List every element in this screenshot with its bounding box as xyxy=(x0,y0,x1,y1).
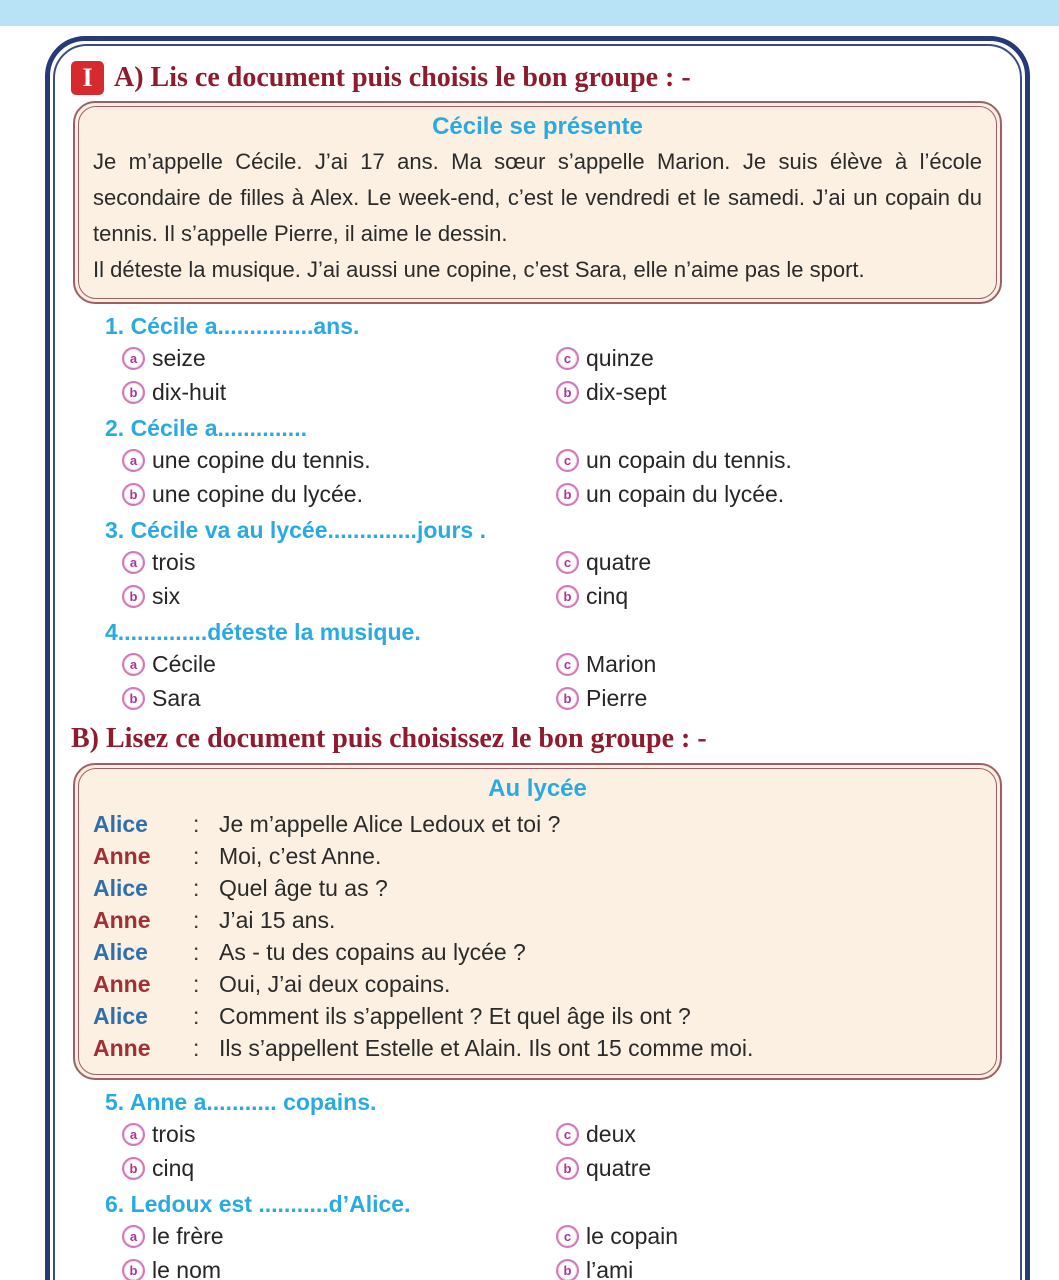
dialogue-line xyxy=(93,904,982,936)
option-letter-circle: a xyxy=(122,1123,145,1146)
top-blue-strip xyxy=(0,0,1059,26)
option-text: un copain du tennis. xyxy=(586,447,792,473)
question-4-label: 4..............déteste la musique. xyxy=(105,619,421,645)
option-c[interactable] xyxy=(556,342,1006,375)
question-5-label: 5. Anne a........... copains. xyxy=(105,1089,377,1115)
dialogue-text: Ils s’appellent Estelle et Alain. Ils ont 15 comme moi. xyxy=(219,1035,754,1061)
question-2-label: 2. Cécile a.............. xyxy=(105,415,307,441)
option-letter-circle: b xyxy=(556,1157,579,1180)
speaker-name: Alice xyxy=(93,939,148,965)
option-text: deux xyxy=(586,1121,636,1147)
option-b2[interactable] xyxy=(556,1152,1006,1185)
dialogue-line xyxy=(93,968,982,1000)
question-1 xyxy=(105,310,1006,409)
option-a[interactable] xyxy=(122,648,556,681)
dialogue-box-inner xyxy=(78,768,997,1075)
option-text: quinze xyxy=(586,345,654,371)
dialogue xyxy=(93,806,982,1064)
option-text: trois xyxy=(152,549,196,575)
option-a[interactable] xyxy=(122,546,556,579)
questions-section-a xyxy=(69,304,1006,715)
option-letter-circle: a xyxy=(122,347,145,370)
option-text: six xyxy=(152,583,181,609)
speaker-name: Anne xyxy=(93,971,151,997)
roman-numeral-badge: I xyxy=(71,61,104,95)
option-b[interactable] xyxy=(122,478,556,511)
option-letter-circle: b xyxy=(122,687,145,710)
dialogue-text: Je m’appelle Alice Ledoux et toi ? xyxy=(219,811,561,837)
question-2 xyxy=(105,412,1006,511)
option-a[interactable] xyxy=(122,1220,556,1253)
option-b2[interactable] xyxy=(556,580,1006,613)
option-letter-circle: b xyxy=(556,483,579,506)
colon: : xyxy=(193,1003,200,1029)
option-b[interactable] xyxy=(122,1152,556,1185)
option-b2[interactable] xyxy=(556,1254,1006,1280)
question-3-label: 3. Cécile va au lycée..............jours . xyxy=(105,517,486,543)
option-a[interactable] xyxy=(122,342,556,375)
dialogue-text: Oui, J’ai deux copains. xyxy=(219,971,451,997)
speaker-name: Anne xyxy=(93,907,151,933)
question-5 xyxy=(105,1086,1006,1185)
question-4 xyxy=(105,616,1006,715)
dialogue-line xyxy=(93,936,982,968)
option-letter-circle: b xyxy=(122,483,145,506)
option-text: le copain xyxy=(586,1223,679,1249)
option-letter-circle: b xyxy=(122,1157,145,1180)
section-b-header xyxy=(71,723,1006,755)
dialogue-box-title: Au lycée xyxy=(488,775,587,802)
reading-box-title: Cécile se présente xyxy=(432,113,643,140)
option-letter-circle: b xyxy=(556,687,579,710)
option-text: Sara xyxy=(152,685,201,711)
question-3-options xyxy=(105,546,1006,613)
option-a[interactable] xyxy=(122,444,556,477)
option-letter-circle: c xyxy=(556,1225,579,1248)
option-text: dix-sept xyxy=(586,379,667,405)
passage-paragraph: Je m’appelle Cécile. J’ai 17 ans. Ma sœur s’appelle Marion. Je suis élève à l’école secondaire de filles à Alex. Le week-end, c’est le vendredi et le samedi. J’ai un copain du tennis. Il s’appelle Pierre, il aime le dessin. xyxy=(93,149,982,246)
option-text: quatre xyxy=(586,549,652,575)
option-text: seize xyxy=(152,345,206,371)
dialogue-line xyxy=(93,840,982,872)
option-letter-circle: a xyxy=(122,551,145,574)
colon: : xyxy=(193,811,200,837)
dialogue-line xyxy=(93,872,982,904)
inner-frame xyxy=(53,44,1022,1280)
reading-box xyxy=(73,101,1002,304)
dialogue-line xyxy=(93,808,982,840)
option-b[interactable] xyxy=(122,1254,556,1280)
option-letter-circle: c xyxy=(556,551,579,574)
option-c[interactable] xyxy=(556,648,1006,681)
questions-section-b xyxy=(69,1080,1006,1280)
option-text: un copain du lycée. xyxy=(586,481,785,507)
colon: : xyxy=(193,875,200,901)
option-letter-circle: c xyxy=(556,653,579,676)
dialogue-text: Comment ils s’appellent ? Et quel âge ils ont ? xyxy=(219,1003,691,1029)
option-text: l’ami xyxy=(586,1257,634,1280)
option-text: une copine du tennis. xyxy=(152,447,371,473)
speaker-name: Alice xyxy=(93,811,148,837)
option-text: Cécile xyxy=(152,651,216,677)
reading-passage xyxy=(93,144,982,288)
speaker-name: Alice xyxy=(93,1003,148,1029)
option-letter-circle: b xyxy=(556,585,579,608)
option-a[interactable] xyxy=(122,1118,556,1151)
question-6 xyxy=(105,1188,1006,1280)
question-6-label: 6. Ledoux est ...........d’Alice. xyxy=(105,1191,411,1217)
section-a-title: A) Lis ce document puis choisis le bon groupe : - xyxy=(114,62,691,93)
option-text: Pierre xyxy=(586,685,648,711)
colon: : xyxy=(193,843,200,869)
option-text: le frère xyxy=(152,1223,224,1249)
option-letter-circle: b xyxy=(556,1259,579,1280)
dialogue-text: As - tu des copains au lycée ? xyxy=(219,939,526,965)
question-1-label: 1. Cécile a...............ans. xyxy=(105,313,360,339)
option-b[interactable] xyxy=(122,580,556,613)
option-c[interactable] xyxy=(556,1220,1006,1253)
question-6-options xyxy=(105,1220,1006,1280)
option-text: une copine du lycée. xyxy=(152,481,363,507)
option-c[interactable] xyxy=(556,1118,1006,1151)
dialogue-text: Moi, c’est Anne. xyxy=(219,843,382,869)
dialogue-line xyxy=(93,1000,982,1032)
outer-frame xyxy=(45,36,1030,1280)
option-letter-circle: a xyxy=(122,653,145,676)
speaker-name: Alice xyxy=(93,875,148,901)
passage-paragraph: Il déteste la musique. J’ai aussi une copine, c’est Sara, elle n’aime pas le sport. xyxy=(93,257,865,282)
question-4-options xyxy=(105,648,1006,715)
option-letter-circle: c xyxy=(556,1123,579,1146)
colon: : xyxy=(193,907,200,933)
option-b2[interactable] xyxy=(556,478,1006,511)
option-letter-circle: a xyxy=(122,1225,145,1248)
question-3 xyxy=(105,514,1006,613)
option-letter-circle: b xyxy=(122,585,145,608)
dialogue-line xyxy=(93,1032,982,1064)
option-letter-circle: b xyxy=(122,381,145,404)
colon: : xyxy=(193,1035,200,1061)
speaker-name: Anne xyxy=(93,843,151,869)
option-letter-circle: c xyxy=(556,347,579,370)
colon: : xyxy=(193,971,200,997)
section-b-title: B) Lisez ce document puis choisissez le bon groupe : - xyxy=(71,723,707,754)
question-2-options xyxy=(105,444,1006,511)
option-text: Marion xyxy=(586,651,657,677)
option-b[interactable] xyxy=(122,376,556,409)
speaker-name: Anne xyxy=(93,1035,151,1061)
reading-box-inner xyxy=(78,106,997,299)
dialogue-text: Quel âge tu as ? xyxy=(219,875,388,901)
option-text: cinq xyxy=(152,1155,195,1181)
option-text: le nom xyxy=(152,1257,222,1280)
question-5-options xyxy=(105,1118,1006,1185)
option-text: quatre xyxy=(586,1155,652,1181)
option-letter-circle: a xyxy=(122,449,145,472)
option-letter-circle: b xyxy=(556,381,579,404)
option-text: dix-huit xyxy=(152,379,227,405)
option-b2[interactable] xyxy=(556,376,1006,409)
option-letter-circle: c xyxy=(556,449,579,472)
dialogue-box xyxy=(73,763,1002,1080)
option-c[interactable] xyxy=(556,546,1006,579)
option-text: trois xyxy=(152,1121,196,1147)
option-letter-circle: b xyxy=(122,1259,145,1280)
question-1-options xyxy=(105,342,1006,409)
section-a-header xyxy=(71,61,1006,95)
option-text: cinq xyxy=(586,583,629,609)
dialogue-text: J’ai 15 ans. xyxy=(219,907,336,933)
colon: : xyxy=(193,939,200,965)
option-b2[interactable] xyxy=(556,682,1006,715)
option-c[interactable] xyxy=(556,444,1006,477)
option-b[interactable] xyxy=(122,682,556,715)
